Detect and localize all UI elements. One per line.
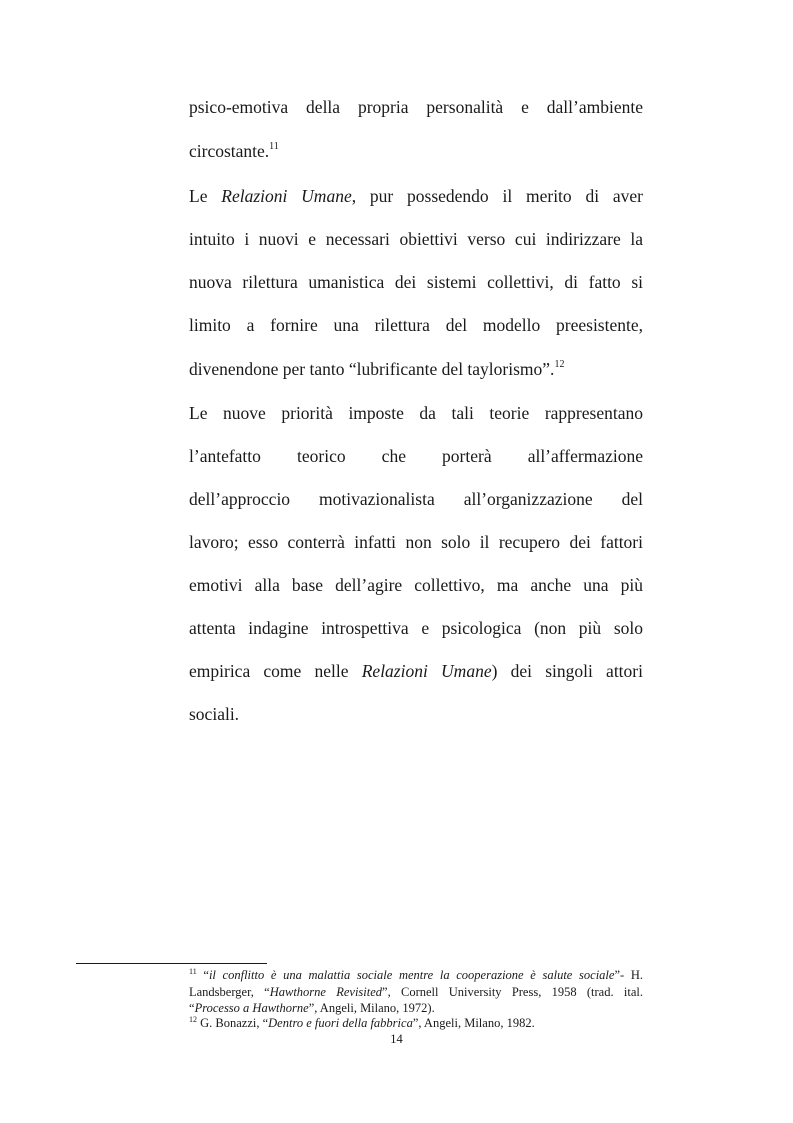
text-line-1 <box>189 96 643 118</box>
footnote-ref-12: 12 <box>554 359 565 370</box>
text-line-6 <box>189 314 643 336</box>
text-segment: lavoro; esso conterrà infatti non solo il recupero dei fattori <box>189 532 643 552</box>
italic-title: il conflitto è una malattia sociale mentre la cooperazione è salute sociale <box>208 968 615 982</box>
text-line-5 <box>189 271 643 293</box>
text-line-8 <box>189 402 643 424</box>
text-line-9 <box>189 445 643 467</box>
text-segment: sociali. <box>189 704 240 724</box>
text-segment: , pur possedendo il merito di aver <box>351 186 643 206</box>
footnote-ref-11: 11 <box>269 141 279 152</box>
text-line-7 <box>189 358 643 384</box>
italic-term: Relazioni Umane <box>361 661 492 681</box>
text-segment: ”, Angeli, Milano, 1982. <box>412 1016 535 1030</box>
text-segment: empirica come nelle <box>189 661 362 681</box>
italic-title: Hawthorne Revisited <box>269 985 383 999</box>
text-segment: limito a fornire una rilettura del modello preesistente, <box>189 315 643 335</box>
footnote-11-line-2 <box>189 985 643 1000</box>
text-line-3 <box>189 185 643 207</box>
text-segment: ”, Angeli, Milano, 1972). <box>308 1001 435 1015</box>
text-line-2 <box>189 140 643 166</box>
text-line-10 <box>189 488 643 510</box>
text-segment: ) dei singoli attori <box>491 661 643 681</box>
footnote-separator <box>76 963 267 964</box>
footnote-number: 11 <box>189 967 197 976</box>
page-number: 14 <box>390 1032 403 1046</box>
footnote-11-line-1 <box>189 968 643 984</box>
text-segment: ”- H. <box>614 968 643 982</box>
text-segment: divenendone per tanto “lubrificante del taylorismo”. <box>189 359 555 379</box>
footnote-number: 12 <box>189 1015 197 1024</box>
text-line-13 <box>189 617 643 639</box>
text-segment: attenta indagine introspettiva e psicologica (non più solo <box>189 618 643 638</box>
text-segment: nuova rilettura umanistica dei sistemi collettivi, di fatto si <box>189 272 643 292</box>
text-segment: Landsberger, “ <box>189 985 270 999</box>
text-line-12 <box>189 574 643 596</box>
italic-title: Dentro e fuori della fabbrica <box>268 1016 413 1030</box>
text-segment: ”, Cornell University Press, 1958 (trad. ital. <box>382 985 643 999</box>
text-segment: Le <box>189 186 222 206</box>
text-segment: l’antefatto teorico che porterà all’affermazione <box>189 446 643 466</box>
footnote-12 <box>189 1016 643 1032</box>
text-line-14 <box>189 660 643 682</box>
text-segment: Le nuove priorità imposte da tali teorie rappresentano <box>189 403 643 423</box>
text-segment: circostante. <box>189 141 270 161</box>
text-segment: intuito i nuovi e necessari obiettivi verso cui indirizzare la <box>189 229 643 249</box>
italic-title: Processo a Hawthorne <box>194 1001 309 1015</box>
italic-term: Relazioni Umane <box>221 186 352 206</box>
text-line-4 <box>189 228 643 250</box>
text-line-11 <box>189 531 643 553</box>
text-segment: emotivi alla base dell’agire collettivo, ma anche una più <box>189 575 643 595</box>
text-segment: “ <box>189 1001 195 1015</box>
text-line-15 <box>189 703 643 725</box>
text-segment: “ <box>196 968 209 982</box>
footnote-11-line-3 <box>189 1001 643 1016</box>
text-segment: psico-emotiva della propria personalità e dall’ambiente <box>189 97 643 117</box>
text-segment: G. Bonazzi, “ <box>197 1016 269 1030</box>
text-segment: dell’approccio motivazionalista all’organizzazione del <box>189 489 643 509</box>
